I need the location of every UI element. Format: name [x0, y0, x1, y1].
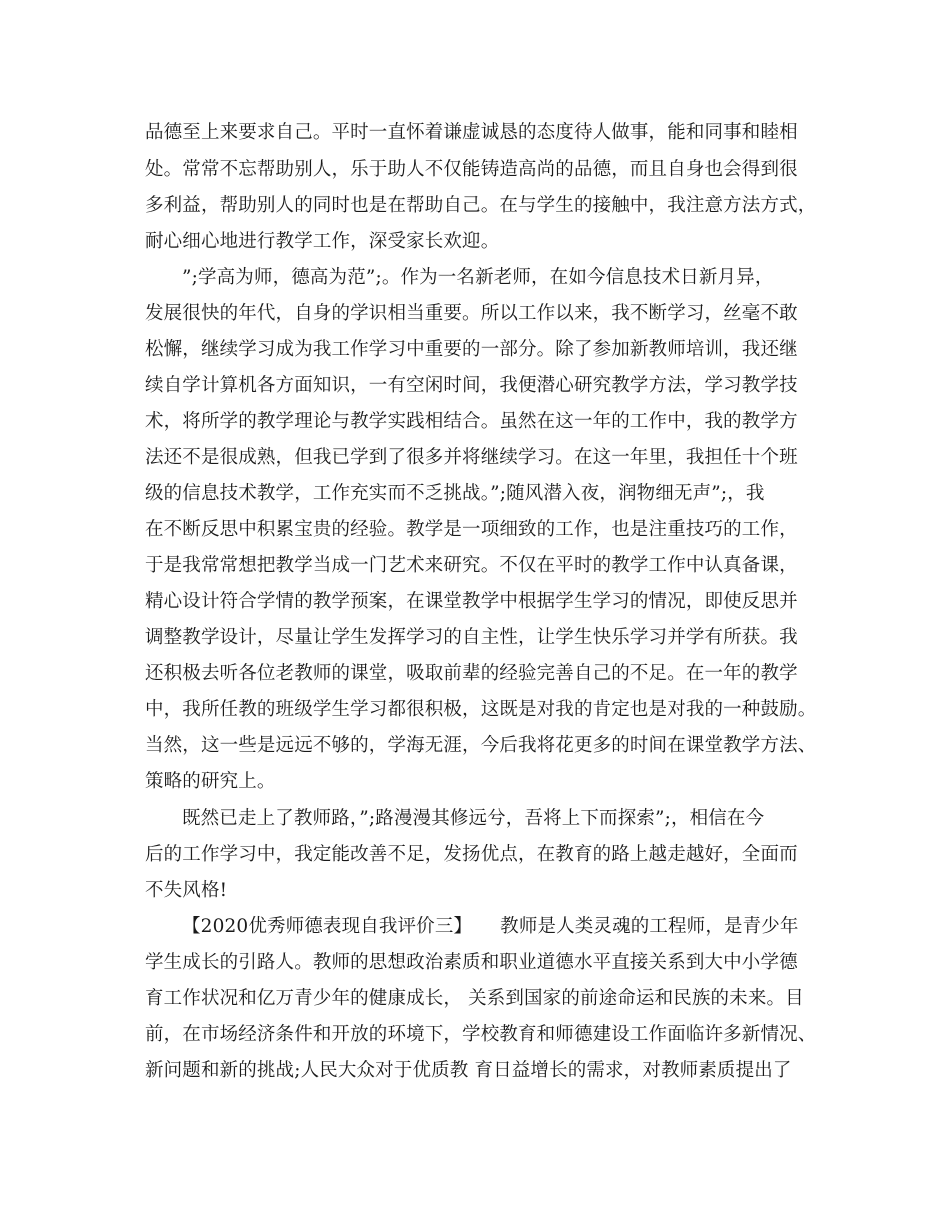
text-line-6: 发展很快的年代，自身的学识相当重要。所以工作以来，我不断学习，丝毫不敢	[145, 303, 798, 324]
text-line-4: 耐心细心地进行教学工作，深受家长欢迎。	[145, 231, 500, 252]
text-line-1: 品德至上来要求自己。平时一直怀着谦虚诚恳的态度待人做事，能和同事和睦相	[145, 122, 798, 143]
text-line-25: 育工作状况和亿万青少年的健康成长， 关系到国家的前途命运和民族的未来。目	[145, 988, 804, 1009]
text-line-8: 续自学计算机各方面知识，一有空闲时间，我便潜心研究教学方法，学习教学技	[145, 375, 798, 396]
text-line-5: ”;学高为师，德高为范”;。作为一名新老师，在如今信息技术日新月异，	[182, 267, 774, 288]
text-line-14: 精心设计符合学情的教学预案，在课堂教学中根据学生学习的情况，即使反思并	[145, 591, 798, 612]
text-line-21: 后的工作学习中，我定能改善不足，发扬优点，在教育的路上越走越好，全面而	[145, 844, 798, 865]
text-line-10: 法还不是很成熟，但我已学到了很多并将继续学习。在这一年里，我担任十个班	[145, 447, 798, 468]
text-line-26: 前，在市场经济条件和开放的环境下，学校教育和师德建设工作面临许多新情况、	[145, 1024, 817, 1045]
text-line-7: 松懈，继续学习成为我工作学习中重要的一部分。除了参加新教师培训，我还继	[145, 339, 798, 360]
text-line-9: 术，将所学的教学理论与教学实践相结合。虽然在这一年的工作中，我的教学方	[145, 411, 798, 432]
text-line-13: 于是我常常想把教学当成一门艺术来研究。不仅在平时的教学工作中认真备课，	[145, 555, 798, 576]
text-line-15: 调整教学设计，尽量让学生发挥学习的自主性，让学生快乐学习并学有所获。我	[145, 627, 798, 648]
text-line-2: 处。常常不忘帮助别人，乐于助人不仅能铸造高尚的品德，而且自身也会得到很	[145, 159, 798, 180]
text-line-18: 当然，这一些是远远不够的，学海无涯，今后我将花更多的时间在课堂教学方法、	[145, 735, 817, 756]
text-line-17: 中，我所任教的班级学生学习都很积极，这既是对我的肯定也是对我的一种鼓励。	[145, 699, 817, 720]
text-line-3: 多利益，帮助别人的同时也是在帮助自己。在与学生的接触中，我注意方法方式，	[145, 195, 817, 216]
text-line-23: 【2020优秀师德表现自我评价三】 教师是人类灵魂的工程师，是青少年	[182, 916, 799, 937]
text-line-27: 新问题和新的挑战;人民大众对于优质教 育日益增长的需求，对教师素质提出了	[145, 1060, 792, 1081]
text-line-19: 策略的研究上。	[145, 771, 276, 792]
text-line-11: 级的信息技术教学，工作充实而不乏挑战。”;随风潜入夜，润物细无声”;，我	[145, 483, 765, 504]
text-line-12: 在不断反思中积累宝贵的经验。教学是一项细致的工作，也是注重技巧的工作，	[145, 519, 798, 540]
text-line-22: 不失风格!	[145, 880, 228, 901]
text-line-24: 学生成长的引路人。教师的思想政治素质和职业道德水平直接关系到大中小学德	[145, 952, 798, 973]
text-line-20: 既然已走上了教师路，”;路漫漫其修远兮，吾将上下而探索”;，相信在今	[182, 808, 765, 829]
text-line-16: 还积极去听各位老教师的课堂，吸取前辈的经验完善自己的不足。在一年的教学	[145, 663, 798, 684]
